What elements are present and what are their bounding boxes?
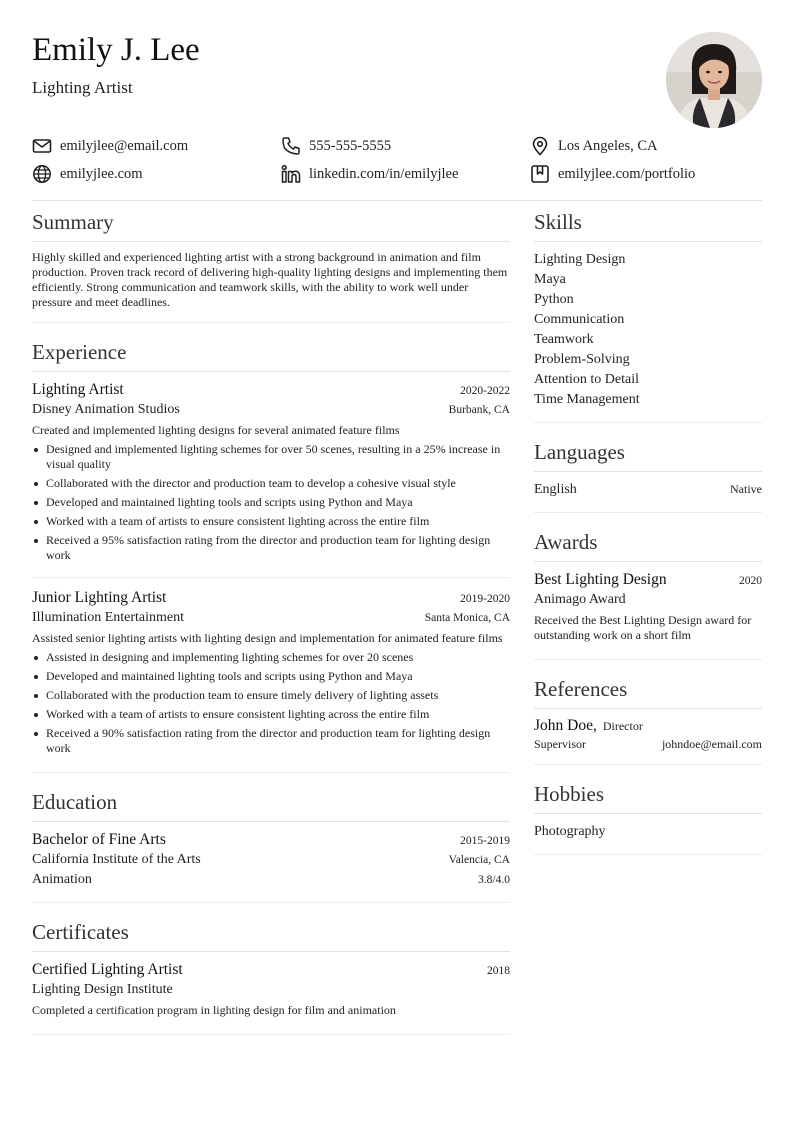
job-dates: 2020-2022 bbox=[460, 385, 510, 397]
section-heading: Certificates bbox=[32, 911, 510, 952]
certificates-section bbox=[32, 911, 510, 1035]
experience-entry bbox=[32, 380, 510, 563]
experience-section bbox=[32, 331, 510, 773]
job-dates: 2019-2020 bbox=[460, 593, 510, 605]
experience-entry bbox=[32, 577, 510, 756]
list-item: Received a 95% satisfaction rating from the director and production team for lighting design work bbox=[46, 533, 510, 563]
language-level: Native bbox=[730, 482, 762, 496]
globe-icon bbox=[32, 164, 52, 184]
job-role: Lighting Artist bbox=[32, 381, 124, 398]
references-section bbox=[534, 668, 762, 765]
school-location: Valencia, CA bbox=[448, 854, 510, 866]
mail-icon bbox=[32, 136, 52, 156]
contact-location bbox=[530, 134, 657, 158]
skill-item: Time Management bbox=[534, 392, 640, 407]
award-issuer: Animago Award bbox=[534, 592, 626, 607]
contact-email[interactable] bbox=[32, 134, 188, 158]
section-heading: Summary bbox=[32, 201, 510, 242]
company-name: Illumination Entertainment bbox=[32, 610, 185, 625]
list-item: Assisted in designing and implementing lighting schemes for over 20 scenes bbox=[46, 650, 510, 665]
profile-photo bbox=[666, 32, 762, 128]
bookmark-icon bbox=[530, 164, 550, 184]
reference-relation: Supervisor bbox=[534, 737, 586, 751]
education-section bbox=[32, 781, 510, 903]
summary-section bbox=[32, 201, 510, 323]
skill-item: Lighting Design bbox=[534, 252, 626, 267]
phone-text[interactable]: 555-555-5555 bbox=[309, 137, 392, 154]
job-description: Created and implemented lighting designs for several animated feature films bbox=[32, 423, 400, 437]
skill-item: Communication bbox=[534, 312, 625, 327]
certificate-description: Completed a certification program in lighting design for film and animation bbox=[32, 1003, 396, 1017]
award-description: Received the Best Lighting Design award for outstanding work on a short film bbox=[534, 613, 752, 642]
skill-item: Teamwork bbox=[534, 332, 594, 347]
award-title: Best Lighting Design bbox=[534, 571, 667, 588]
left-column bbox=[32, 201, 510, 1035]
list-item: Collaborated with the director and production team to develop a cohesive visual style bbox=[46, 476, 510, 491]
job-location: Santa Monica, CA bbox=[424, 612, 510, 624]
section-heading: Hobbies bbox=[534, 773, 762, 814]
email-text[interactable]: emilyjlee@email.com bbox=[60, 137, 189, 154]
certificate-title: Certified Lighting Artist bbox=[32, 961, 183, 978]
list-item: Received a 90% satisfaction rating from the director and production team for lighting design work bbox=[46, 726, 510, 756]
list-item: Designed and implemented lighting schemes for over 50 scenes, resulting in a 25% increase in visual quality bbox=[46, 442, 510, 472]
company-name: Disney Animation Studios bbox=[32, 402, 180, 417]
list-item: Worked with a team of artists to ensure consistent lighting across the entire film bbox=[46, 707, 510, 722]
hobby-item: Photography bbox=[534, 824, 606, 839]
section-heading: Awards bbox=[534, 521, 762, 562]
education-dates: 2015-2019 bbox=[460, 835, 510, 847]
awards-section bbox=[534, 521, 762, 660]
location-text: Los Angeles, CA bbox=[558, 137, 658, 154]
skill-item: Problem-Solving bbox=[534, 352, 630, 367]
certificate-issuer: Lighting Design Institute bbox=[32, 982, 173, 997]
avatar bbox=[666, 32, 762, 128]
section-heading: Education bbox=[32, 781, 510, 822]
list-item: Developed and maintained lighting tools and scripts using Python and Maya bbox=[46, 669, 510, 684]
certificate-year: 2018 bbox=[487, 965, 510, 977]
languages-section bbox=[534, 431, 762, 513]
skill-item: Maya bbox=[534, 272, 566, 287]
list-item: Developed and maintained lighting tools and scripts using Python and Maya bbox=[46, 495, 510, 510]
candidate-name: Emily J. Lee bbox=[32, 32, 200, 68]
section-heading: Languages bbox=[534, 431, 762, 472]
hobbies-section bbox=[534, 773, 762, 855]
linkedin-text[interactable]: linkedin.com/in/emilyjlee bbox=[309, 165, 459, 182]
field-of-study: Animation bbox=[32, 872, 92, 887]
contact-phone[interactable] bbox=[281, 134, 391, 158]
contact-website[interactable] bbox=[32, 162, 143, 186]
skill-item: Attention to Detail bbox=[534, 372, 639, 387]
portfolio-text[interactable]: emilyjlee.com/portfolio bbox=[558, 165, 696, 182]
summary-text: Highly skilled and experienced lighting artist with a strong background in animation and film production. Proven track record of delivering high-quality lighting designs and implementing them efficiently. Strong communication and teamwork skills, with the ability to work well under pressure and meet deadlines. bbox=[32, 250, 508, 309]
skills-section bbox=[534, 201, 762, 423]
job-title: Lighting Artist bbox=[32, 78, 133, 97]
school-name: California Institute of the Arts bbox=[32, 852, 201, 867]
reference-name: John Doe, bbox=[534, 717, 597, 734]
linkedin-icon bbox=[281, 164, 301, 184]
job-description: Assisted senior lighting artists with lighting design and implementation for animated feature films bbox=[32, 631, 503, 645]
language-name: English bbox=[534, 482, 577, 497]
job-bullets bbox=[32, 442, 510, 563]
section-heading: References bbox=[534, 668, 762, 709]
section-heading: Experience bbox=[32, 331, 510, 372]
list-item: Worked with a team of artists to ensure consistent lighting across the entire film bbox=[46, 514, 510, 529]
job-location: Burbank, CA bbox=[448, 404, 510, 416]
list-item: Collaborated with the production team to ensure timely delivery of lighting assets bbox=[46, 688, 510, 703]
gpa: 3.8/4.0 bbox=[478, 874, 510, 886]
contact-linkedin[interactable] bbox=[281, 162, 458, 186]
contact-portfolio[interactable] bbox=[530, 162, 695, 186]
skill-item: Python bbox=[534, 292, 574, 307]
section-heading: Skills bbox=[534, 201, 762, 242]
degree: Bachelor of Fine Arts bbox=[32, 831, 166, 848]
reference-email[interactable]: johndoe@email.com bbox=[661, 737, 762, 751]
job-role: Junior Lighting Artist bbox=[32, 589, 167, 606]
reference-role: Director bbox=[602, 719, 643, 733]
right-column bbox=[534, 201, 762, 855]
job-bullets bbox=[32, 650, 510, 756]
website-text[interactable]: emilyjlee.com bbox=[60, 165, 143, 182]
reference-item bbox=[534, 717, 762, 735]
location-pin-icon bbox=[530, 136, 550, 156]
award-year: 2020 bbox=[739, 575, 762, 587]
phone-icon bbox=[281, 136, 301, 156]
language-item bbox=[534, 480, 762, 500]
